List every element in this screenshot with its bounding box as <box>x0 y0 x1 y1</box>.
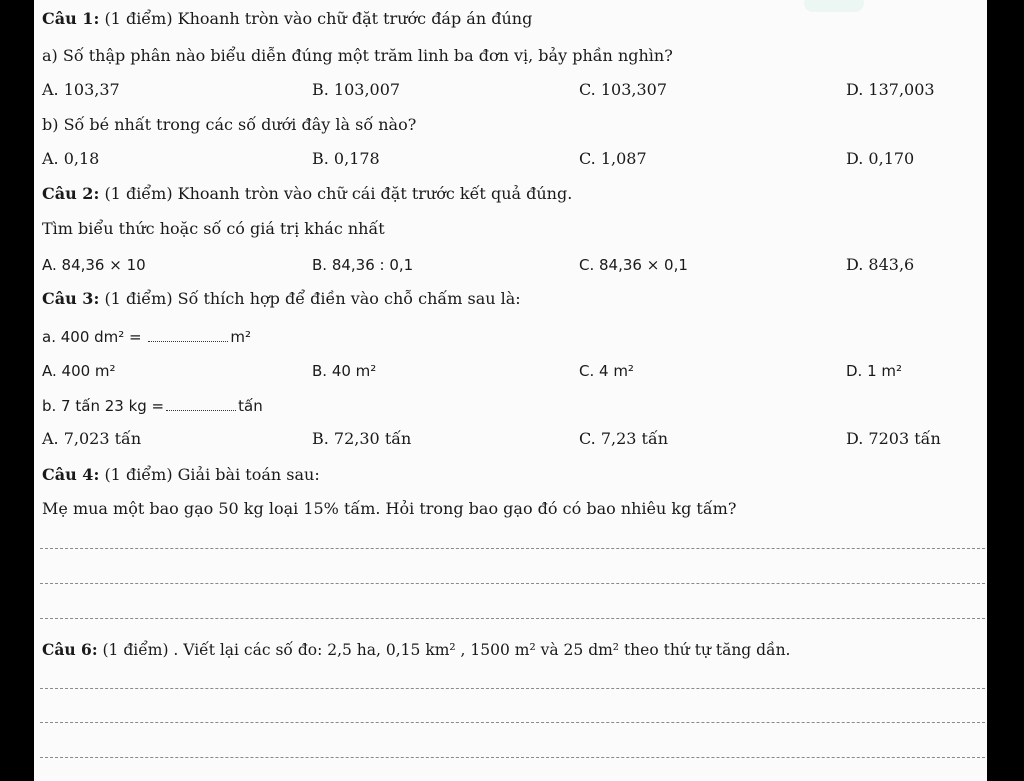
q6-label: Câu 6: <box>42 640 98 659</box>
answer-line <box>40 583 985 584</box>
q3a-prefix: a. 400 dm² = <box>42 328 147 346</box>
q2-option-c: C. 84,36 × 0,1 <box>579 256 688 274</box>
q3a-option-a: A. 400 m² <box>42 362 116 380</box>
q2-heading <box>42 184 572 204</box>
q6-instruction: (1 điểm) . Viết lại các số đo: 2,5 ha, 0,15 km² , 1500 m² và 25 dm² theo thứ tự tăng dần. <box>102 641 791 659</box>
q3-instruction: (1 điểm) Số thích hợp để điền vào chỗ chấm sau là: <box>104 289 521 308</box>
answer-line <box>40 618 985 619</box>
q1-instruction: (1 điểm) Khoanh tròn vào chữ đặt trước đáp án đúng <box>104 9 533 28</box>
q3a-blank <box>148 329 228 342</box>
q3b-prefix: b. 7 tấn 23 kg = <box>42 397 165 415</box>
q4-heading <box>42 465 320 485</box>
answer-line <box>40 722 985 723</box>
q2-instruction: (1 điểm) Khoanh tròn vào chữ cái đặt trước kết quả đúng. <box>104 184 573 203</box>
answer-line <box>40 548 985 549</box>
q1a-option-a: A. 103,37 <box>42 80 120 99</box>
worksheet-page <box>34 0 987 781</box>
q3b-question <box>42 396 263 416</box>
q3-label: Câu 3: <box>42 289 100 308</box>
scan-glare <box>804 0 864 12</box>
q1-label: Câu 1: <box>42 9 100 28</box>
q1-heading <box>42 9 532 29</box>
q3b-suffix: tấn <box>238 397 263 415</box>
q1a-question: a) Số thập phân nào biểu diễn đúng một trăm linh ba đơn vị, bảy phần nghìn? <box>42 46 673 65</box>
q4-problem: Mẹ mua một bao gạo 50 kg loại 15% tấm. Hỏi trong bao gạo đó có bao nhiêu kg tấm? <box>42 499 737 518</box>
q1b-option-b: B. 0,178 <box>312 149 380 168</box>
q3b-option-a: A. 7,023 tấn <box>42 429 142 448</box>
q2-option-b: B. 84,36 : 0,1 <box>312 256 414 274</box>
q3-heading <box>42 289 521 309</box>
q4-label: Câu 4: <box>42 465 100 484</box>
q2-option-d: D. 843,6 <box>846 255 915 274</box>
q1b-question: b) Số bé nhất trong các số dưới đây là số nào? <box>42 115 417 134</box>
q1b-option-d: D. 0,170 <box>846 149 915 168</box>
q2-option-a: A. 84,36 × 10 <box>42 256 146 274</box>
q1a-option-b: B. 103,007 <box>312 80 401 99</box>
q2-label: Câu 2: <box>42 184 100 203</box>
q1a-option-c: C. 103,307 <box>579 80 668 99</box>
q3a-suffix: m² <box>230 328 252 346</box>
q3b-option-c: C. 7,23 tấn <box>579 429 669 448</box>
q3a-option-d: D. 1 m² <box>846 362 903 380</box>
q3b-option-b: B. 72,30 tấn <box>312 429 412 448</box>
q1a-option-d: D. 137,003 <box>846 80 935 99</box>
q3a-option-b: B. 40 m² <box>312 362 377 380</box>
q3b-blank <box>166 398 236 411</box>
q3a-question <box>42 327 251 347</box>
q1b-option-a: A. 0,18 <box>42 149 100 168</box>
q3b-option-d: D. 7203 tấn <box>846 429 941 448</box>
answer-line <box>40 688 985 689</box>
q4-instruction: (1 điểm) Giải bài toán sau: <box>104 465 320 484</box>
q6-heading <box>42 640 791 660</box>
answer-line <box>40 757 985 758</box>
q2-question: Tìm biểu thức hoặc số có giá trị khác nhất <box>42 219 385 238</box>
q3a-option-c: C. 4 m² <box>579 362 634 380</box>
q1b-option-c: C. 1,087 <box>579 149 647 168</box>
